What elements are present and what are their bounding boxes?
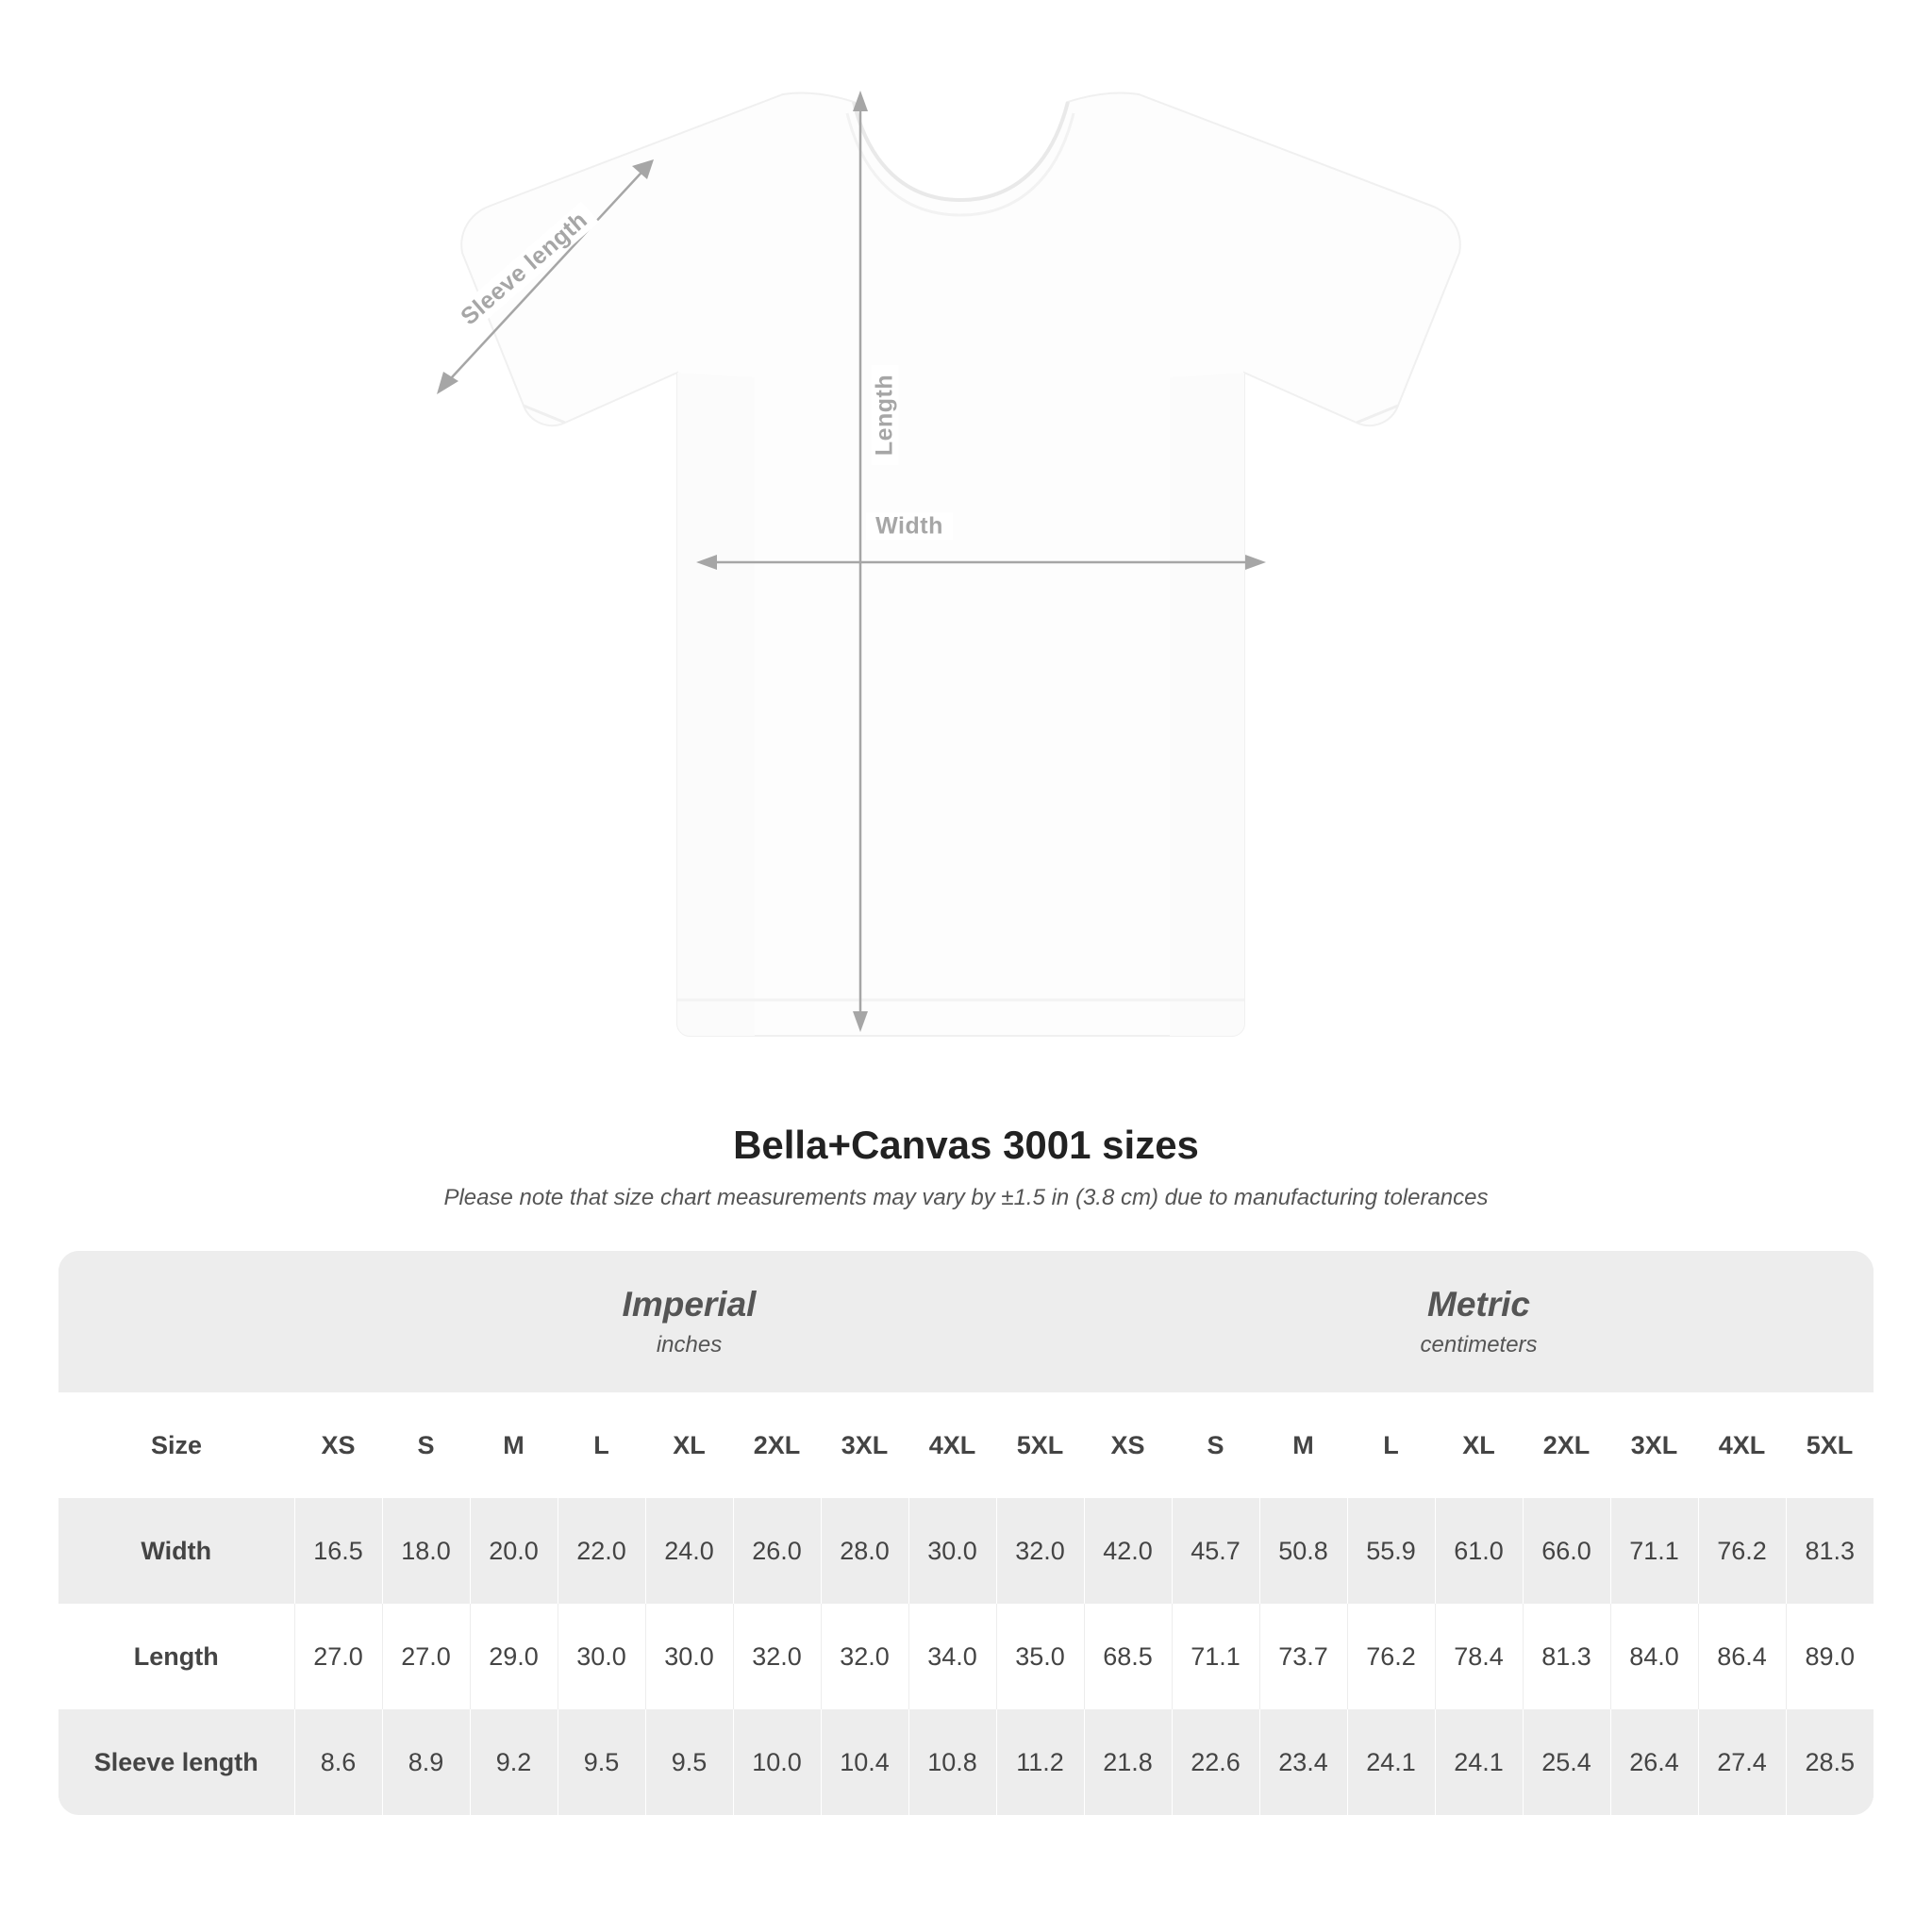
imperial-label: Imperial <box>622 1285 757 1324</box>
measurement-cell: 26.0 <box>733 1498 821 1604</box>
measurement-cell: 18.0 <box>382 1498 470 1604</box>
table-row <box>58 1604 1874 1709</box>
size-row-label: Size <box>58 1392 294 1498</box>
size-table-container <box>58 1251 1874 1815</box>
measurement-cell: 16.5 <box>294 1498 382 1604</box>
measurement-cell: 35.0 <box>996 1604 1084 1709</box>
size-header-cell: S <box>382 1392 470 1498</box>
measurement-cell: 32.0 <box>821 1604 908 1709</box>
measurement-cell: 81.3 <box>1786 1498 1874 1604</box>
measurement-cell: 10.8 <box>908 1709 996 1815</box>
measurement-cell: 27.0 <box>294 1604 382 1709</box>
measurement-cell: 20.0 <box>470 1498 558 1604</box>
measurement-cell: 86.4 <box>1698 1604 1786 1709</box>
size-header-cell: 3XL <box>821 1392 908 1498</box>
imperial-unit-header <box>294 1251 1084 1392</box>
imperial-sublabel: inches <box>656 1332 723 1357</box>
measurement-cell: 24.1 <box>1347 1709 1435 1815</box>
measurement-cell: 78.4 <box>1435 1604 1523 1709</box>
measurement-cell: 66.0 <box>1523 1498 1610 1604</box>
measurement-cell: 23.4 <box>1259 1709 1347 1815</box>
measurement-cell: 61.0 <box>1435 1498 1523 1604</box>
measurement-cell: 73.7 <box>1259 1604 1347 1709</box>
measurement-cell: 22.6 <box>1172 1709 1259 1815</box>
row-label-length: Length <box>58 1604 294 1709</box>
measurement-cell: 42.0 <box>1084 1498 1172 1604</box>
table-row <box>58 1709 1874 1815</box>
metric-sublabel: centimeters <box>1420 1332 1538 1357</box>
tshirt-shape <box>461 92 1460 1036</box>
size-header-cell: 3XL <box>1610 1392 1698 1498</box>
measurement-cell: 25.4 <box>1523 1709 1610 1815</box>
metric-label: Metric <box>1427 1285 1531 1324</box>
size-header-cell: M <box>470 1392 558 1498</box>
page-subtitle: Please note that size chart measurements may vary by ±1.5 in (3.8 cm) due to manufacturing tolerances <box>443 1185 1489 1210</box>
measurement-cell: 50.8 <box>1259 1498 1347 1604</box>
size-header-cell: 5XL <box>996 1392 1084 1498</box>
measurement-cell: 84.0 <box>1610 1604 1698 1709</box>
metric-unit-header <box>1084 1251 1874 1392</box>
measurement-cell: 24.0 <box>645 1498 733 1604</box>
measurement-cell: 29.0 <box>470 1604 558 1709</box>
size-header-cell: XS <box>1084 1392 1172 1498</box>
size-header-cell: 2XL <box>733 1392 821 1498</box>
table-row <box>58 1498 1874 1604</box>
measurement-cell: 10.4 <box>821 1709 908 1815</box>
measurement-cell: 30.0 <box>558 1604 645 1709</box>
measurement-cell: 32.0 <box>996 1498 1084 1604</box>
measurement-cell: 55.9 <box>1347 1498 1435 1604</box>
size-header-cell: XL <box>1435 1392 1523 1498</box>
size-table <box>58 1251 1874 1815</box>
measurement-cell: 22.0 <box>558 1498 645 1604</box>
size-header-cell: M <box>1259 1392 1347 1498</box>
measurement-cell: 68.5 <box>1084 1604 1172 1709</box>
size-header-cell: L <box>1347 1392 1435 1498</box>
measurement-cell: 9.5 <box>645 1709 733 1815</box>
size-header-cell: L <box>558 1392 645 1498</box>
page-title: Bella+Canvas 3001 sizes <box>733 1123 1199 1167</box>
size-header-cell: 4XL <box>908 1392 996 1498</box>
measurement-cell: 8.6 <box>294 1709 382 1815</box>
measurement-cell: 32.0 <box>733 1604 821 1709</box>
measurement-cell: 45.7 <box>1172 1498 1259 1604</box>
measurement-cell: 28.0 <box>821 1498 908 1604</box>
size-header-cell: 4XL <box>1698 1392 1786 1498</box>
measurement-cell: 30.0 <box>908 1498 996 1604</box>
measurement-cell: 8.9 <box>382 1709 470 1815</box>
measurement-cell: 89.0 <box>1786 1604 1874 1709</box>
measurement-cell: 34.0 <box>908 1604 996 1709</box>
measurement-cell: 71.1 <box>1610 1498 1698 1604</box>
measurement-cell: 10.0 <box>733 1709 821 1815</box>
measurement-cell: 27.0 <box>382 1604 470 1709</box>
measurement-cell: 24.1 <box>1435 1709 1523 1815</box>
measurement-cell: 30.0 <box>645 1604 733 1709</box>
measurement-cell: 28.5 <box>1786 1709 1874 1815</box>
size-header-row <box>58 1392 1874 1498</box>
size-header-cell: 2XL <box>1523 1392 1610 1498</box>
measurement-cell: 71.1 <box>1172 1604 1259 1709</box>
row-label-sleeve-length: Sleeve length <box>58 1709 294 1815</box>
unit-header-spacer <box>58 1251 294 1392</box>
measurement-cell: 27.4 <box>1698 1709 1786 1815</box>
measurement-cell: 9.2 <box>470 1709 558 1815</box>
size-header-cell: XL <box>645 1392 733 1498</box>
measurement-cell: 81.3 <box>1523 1604 1610 1709</box>
row-label-width: Width <box>58 1498 294 1604</box>
measurement-cell: 9.5 <box>558 1709 645 1815</box>
measurement-cell: 21.8 <box>1084 1709 1172 1815</box>
sleeve-length-dimension-label: Sleeve length <box>450 202 599 336</box>
unit-header-row <box>58 1251 1874 1392</box>
measurement-cell: 76.2 <box>1698 1498 1786 1604</box>
size-header-cell: S <box>1172 1392 1259 1498</box>
width-dimension-label: Width <box>866 513 953 541</box>
measurement-cell: 11.2 <box>996 1709 1084 1815</box>
measurement-cell: 76.2 <box>1347 1604 1435 1709</box>
measurement-cell: 26.4 <box>1610 1709 1698 1815</box>
size-header-cell: XS <box>294 1392 382 1498</box>
length-dimension-label: Length <box>872 365 899 465</box>
size-header-cell: 5XL <box>1786 1392 1874 1498</box>
